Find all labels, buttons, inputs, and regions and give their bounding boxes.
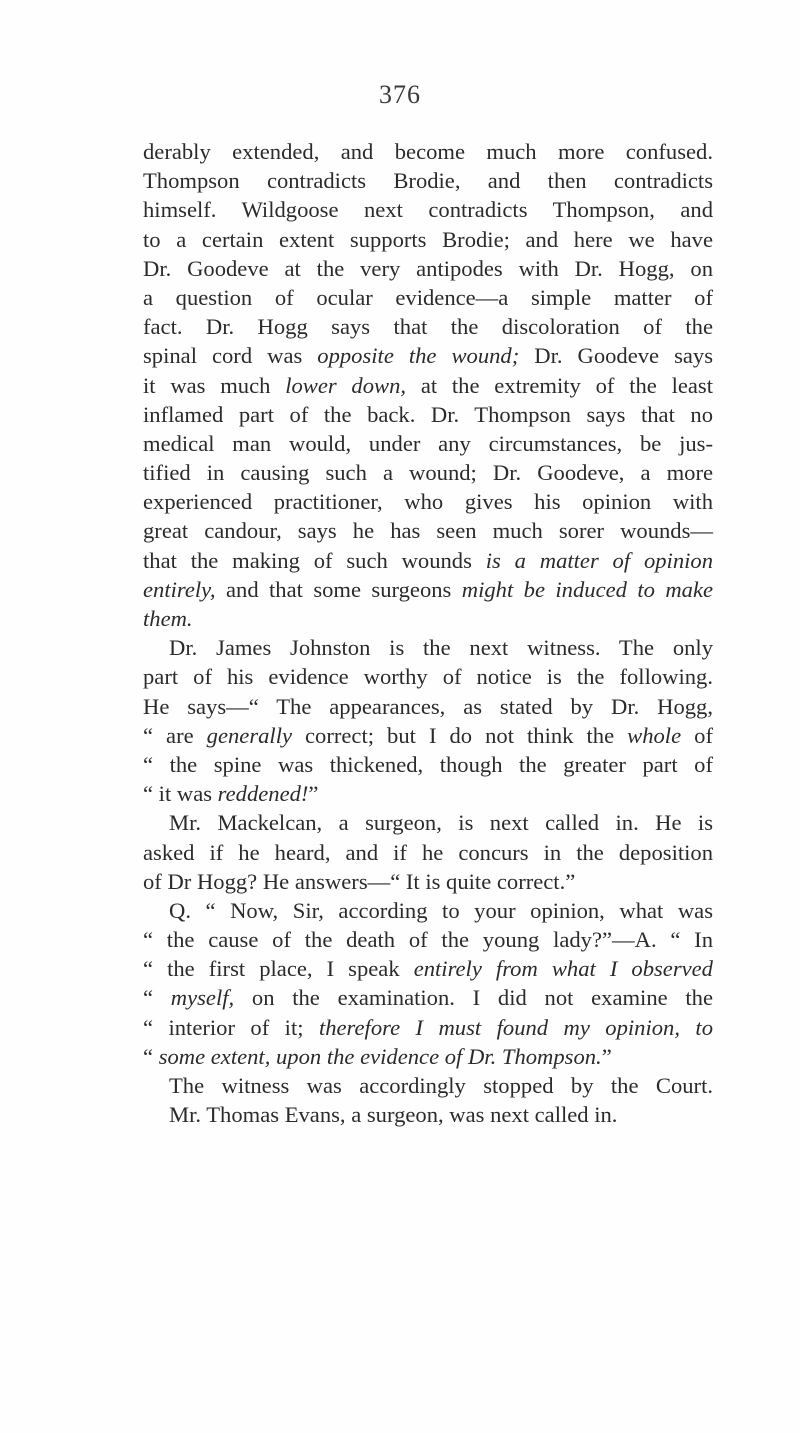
- text-run: it was much: [143, 372, 286, 398]
- text-run: tified in causing such a wound; Dr. Goodeve, a more: [143, 460, 713, 486]
- text-run: “ the spine was thickened, though the greater part of: [143, 751, 713, 777]
- italic-run: opposite the wound;: [317, 343, 520, 369]
- text-line: [143, 954, 713, 983]
- italic-run: whole: [627, 722, 682, 748]
- text-run: He says—“ The appearances, as stated by Dr. Hogg,: [143, 693, 713, 719]
- text-run: medical man would, under any circumstances, be jus-: [143, 430, 713, 456]
- text-line: [143, 721, 713, 750]
- text-run: Q. “ Now, Sir, according to your opinion, what was: [169, 897, 713, 923]
- italic-run: generally: [206, 722, 292, 748]
- text-line: [143, 341, 713, 370]
- italic-run: therefore I must found my opinion, to: [318, 1014, 714, 1040]
- text-run: of Dr Hogg? He answers—“ It is quite correct.”: [143, 868, 576, 894]
- text-line: [143, 575, 713, 604]
- text-run: asked if he heard, and if he concurs in the deposition: [143, 839, 713, 865]
- text-line: [143, 400, 713, 429]
- text-line: [143, 867, 713, 896]
- text-run: of: [681, 722, 713, 748]
- text-line: [143, 662, 713, 691]
- italic-run: myself,: [170, 985, 235, 1011]
- text-line: [143, 983, 713, 1012]
- text-run: spinal cord was: [143, 343, 318, 369]
- text-run: Mr. Thomas Evans, a surgeon, was next called in.: [169, 1102, 618, 1128]
- text-line: [143, 896, 713, 925]
- page-number: 376: [379, 80, 421, 109]
- text-run: Dr. James Johnston is the next witness. The only: [169, 635, 713, 661]
- text-run: “ the cause of the death of the young lady?”—A. “ In: [143, 927, 713, 953]
- italic-run: might be induced to make: [461, 576, 713, 602]
- body-text: [143, 137, 713, 1129]
- text-line: [143, 283, 713, 312]
- text-line: [143, 692, 713, 721]
- text-run: ”: [308, 781, 319, 807]
- text-line: [143, 750, 713, 779]
- text-line: [143, 166, 713, 195]
- text-line: [143, 1013, 713, 1042]
- text-run: himself. Wildgoose next contradicts Thompson, and: [143, 197, 713, 223]
- text-line: [143, 371, 713, 400]
- text-run: at the extremity of the least: [406, 372, 713, 398]
- text-line: [143, 779, 713, 808]
- italic-run: reddened!: [217, 781, 309, 807]
- text-run: experienced practitioner, who gives his opinion with: [143, 489, 713, 515]
- text-run: “ interior of it;: [143, 1014, 319, 1040]
- text-run: Dr. Goodeve at the very antipodes with Dr. Hogg, on: [143, 255, 713, 281]
- text-run: The witness was accordingly stopped by the Court.: [169, 1073, 713, 1098]
- text-line: [143, 516, 713, 545]
- text-run: Mr. Mackelcan, a surgeon, is next called in. He is: [169, 810, 713, 836]
- text-line: [143, 137, 713, 166]
- text-run: to a certain extent supports Brodie; and here we have: [143, 226, 713, 252]
- text-line: [143, 838, 713, 867]
- italic-run: is a matter of opinion: [485, 547, 713, 573]
- text-line: [143, 808, 713, 837]
- text-line: [143, 225, 713, 254]
- text-line: [143, 429, 713, 458]
- text-run: Thompson contradicts Brodie, and then contradicts: [143, 168, 713, 194]
- text-run: correct; but I do not think the: [292, 722, 628, 748]
- italic-run: them.: [143, 606, 193, 631]
- text-line: [143, 925, 713, 954]
- text-run: Dr. Goodeve says: [519, 343, 713, 369]
- text-line: [143, 254, 713, 283]
- text-line: [143, 487, 713, 516]
- text-line: [143, 633, 713, 662]
- text-line: [143, 1071, 713, 1100]
- text-run: fact. Dr. Hogg says that the discoloration of the: [143, 314, 713, 340]
- italic-run: entirely,: [143, 576, 216, 602]
- text-run: “ the first place, I speak: [143, 956, 414, 982]
- italic-run: entirely from what I observed: [413, 956, 713, 982]
- text-run: a question of ocular evidence—a simple matter of: [143, 284, 713, 310]
- text-run: great candour, says he has seen much sorer wounds—: [143, 518, 713, 544]
- text-run: “ are: [143, 722, 207, 748]
- text-line: [143, 604, 713, 633]
- italic-run: lower down,: [285, 372, 407, 398]
- text-line: [143, 458, 713, 487]
- text-run: inflamed part of the back. Dr. Thompson says that no: [143, 401, 713, 427]
- text-run: derably extended, and become much more confused.: [143, 139, 713, 164]
- text-run: and that some surgeons: [215, 576, 462, 602]
- text-run: part of his evidence worthy of notice is the following.: [143, 664, 713, 690]
- text-line: [143, 546, 713, 575]
- text-line: [143, 312, 713, 341]
- italic-run: some extent, upon the evidence of Dr. Thompson.: [158, 1043, 602, 1069]
- text-run: “ it was: [143, 781, 218, 807]
- text-line: [143, 1042, 713, 1071]
- text-run: “: [143, 1043, 159, 1069]
- text-run: that the making of such wounds: [143, 547, 486, 573]
- text-line: [143, 1100, 713, 1129]
- text-run: “: [143, 985, 171, 1011]
- text-line: [143, 195, 713, 224]
- text-run: ”: [601, 1043, 612, 1069]
- text-run: on the examination. I did not examine the: [234, 985, 714, 1011]
